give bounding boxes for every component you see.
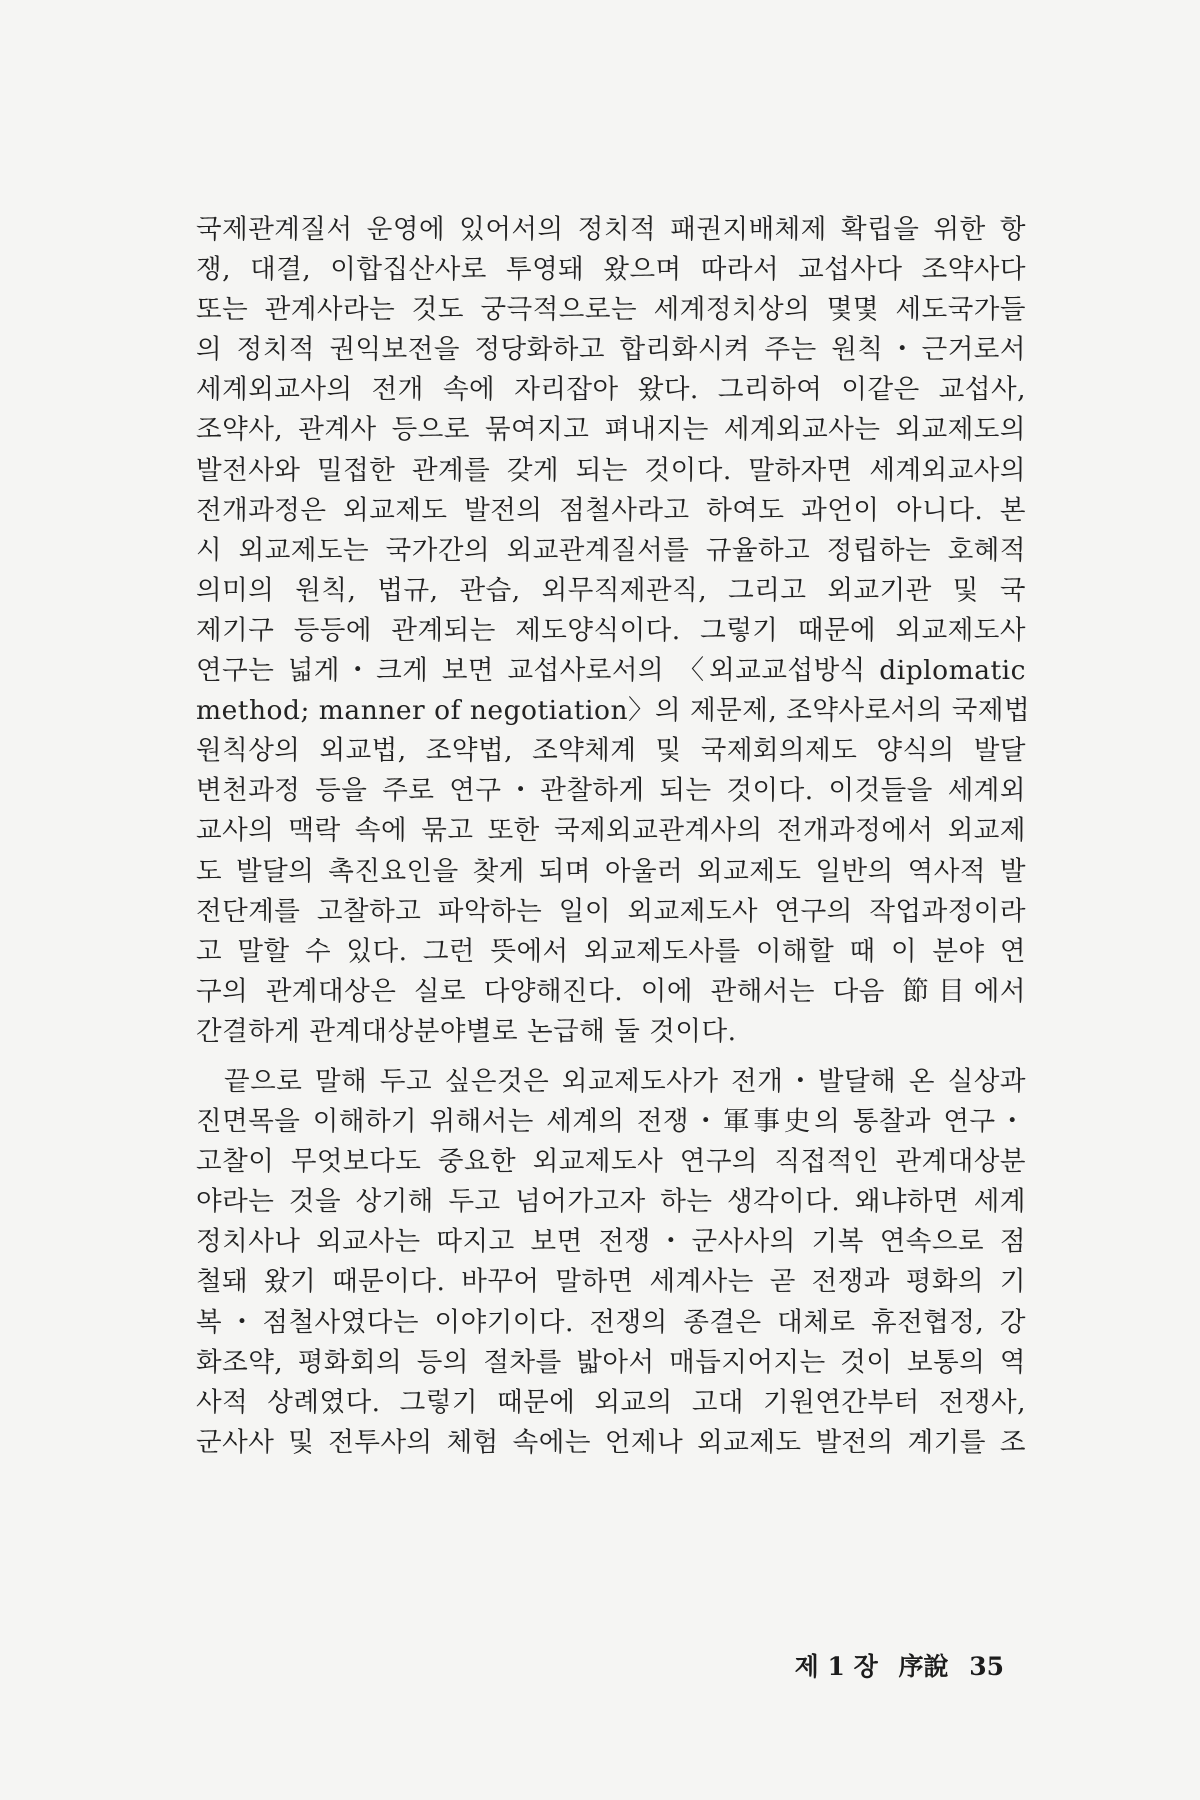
page-number: 35 — [969, 1652, 1004, 1681]
text-line: 또는 관계사라는 것도 궁극적으로는 세계정치상의 몇몇 세도국가들 — [196, 294, 1026, 326]
text-line: 쟁, 대결, 이합집산사로 투영돼 왔으며 따라서 교섭사다 조약사다 — [196, 254, 1026, 286]
text-line: 교사의 맥락 속에 묶고 또한 국제외교관계사의 전개과정에서 외교제 — [196, 815, 1026, 847]
text-line: 의 정치적 권익보전을 정당화하고 합리화시켜 주는 원칙・근거로서 — [196, 334, 1026, 366]
paragraph-last-line: 간결하게 관계대상분야별로 논급해 둘 것이다. — [196, 1015, 737, 1047]
text-line: 구의 관계대상은 실로 다양해진다. 이에 관해서는 다음 節目에서 — [196, 975, 1026, 1007]
text-line: 제기구 등등에 관계되는 제도양식이다. 그렇기 때문에 외교제도사 — [196, 614, 1026, 646]
text-line: 전개과정은 외교제도 발전의 점철사라고 하여도 과언이 아니다. 본 — [196, 494, 1026, 526]
text-line: 원칙상의 외교법, 조약법, 조약체계 및 국제회의제도 양식의 발달 — [196, 735, 1026, 767]
text-line: method; manner of negotiation〉의 제문제, 조약사로서의 국제법 — [196, 695, 1031, 727]
text-line: 국제관계질서 운영에 있어서의 정치적 패권지배체제 확립을 위한 항 — [196, 214, 1026, 245]
text-line: 도 발달의 촉진요인을 찾게 되며 아울러 외교제도 일반의 역사적 발 — [196, 855, 1026, 887]
footer-section-title: 序說 — [898, 1652, 949, 1681]
text-line: 조약사, 관계사 등으로 묶여지고 펴내지는 세계외교사는 외교제도의 — [196, 414, 1026, 446]
page-footer — [783, 1647, 1004, 1683]
body-text — [196, 210, 1031, 1463]
text-line: 사적 상례였다. 그렇기 때문에 외교의 고대 기원연간부터 전쟁사, — [196, 1386, 1026, 1418]
text-line: 변천과정 등을 주로 연구・관찰하게 되는 것이다. 이것들을 세계외 — [196, 775, 1026, 807]
paragraph-break — [196, 1052, 1026, 1062]
text-line: 진면목을 이해하기 위해서는 세계의 전쟁・軍事史의 통찰과 연구・ — [196, 1106, 1026, 1138]
text-line: 고 말할 수 있다. 그런 뜻에서 외교제도사를 이해할 때 이 분야 연 — [196, 935, 1026, 967]
text-line: 연구는 넓게・크게 보면 교섭사로서의 〈외교교섭방식 diplomatic — [196, 655, 1026, 687]
text-line: 화조약, 평화회의 등의 절차를 밟아서 매듭지어지는 것이 보통의 역 — [196, 1346, 1026, 1378]
text-line: 의미의 원칙, 법규, 관습, 외무직제관직, 그리고 외교기관 및 국 — [196, 574, 1026, 606]
footer-chapter: 제 1 장 — [794, 1652, 878, 1681]
text-line: 전단계를 고찰하고 파악하는 일이 외교제도사 연구의 작업과정이라 — [196, 895, 1026, 927]
text-line: 발전사와 밀접한 관계를 갖게 되는 것이다. 말하자면 세계외교사의 — [196, 454, 1026, 486]
paragraph-first-line: 끝으로 말해 두고 싶은것은 외교제도사가 전개・발달해 온 실상과 — [224, 1065, 1026, 1097]
text-line: 고찰이 무엇보다도 중요한 외교제도사 연구의 직접적인 관계대상분 — [196, 1146, 1026, 1178]
text-line: 철돼 왔기 때문이다. 바꾸어 말하면 세계사는 곧 전쟁과 평화의 기 — [196, 1266, 1026, 1298]
text-line: 시 외교제도는 국가간의 외교관계질서를 규율하고 정립하는 호혜적 — [196, 534, 1026, 566]
text-line: 복・점철사였다는 이야기이다. 전쟁의 종결은 대체로 휴전협정, 강 — [196, 1306, 1026, 1338]
text-line: 정치사나 외교사는 따지고 보면 전쟁・군사사의 기복 연속으로 점 — [196, 1226, 1026, 1258]
text-line: 세계외교사의 전개 속에 자리잡아 왔다. 그리하여 이같은 교섭사, — [196, 374, 1026, 406]
text-line: 야라는 것을 상기해 두고 넘어가고자 하는 생각이다. 왜냐하면 세계 — [196, 1186, 1026, 1218]
text-line: 군사사 및 전투사의 체험 속에는 언제나 외교제도 발전의 계기를 조 — [196, 1426, 1026, 1458]
